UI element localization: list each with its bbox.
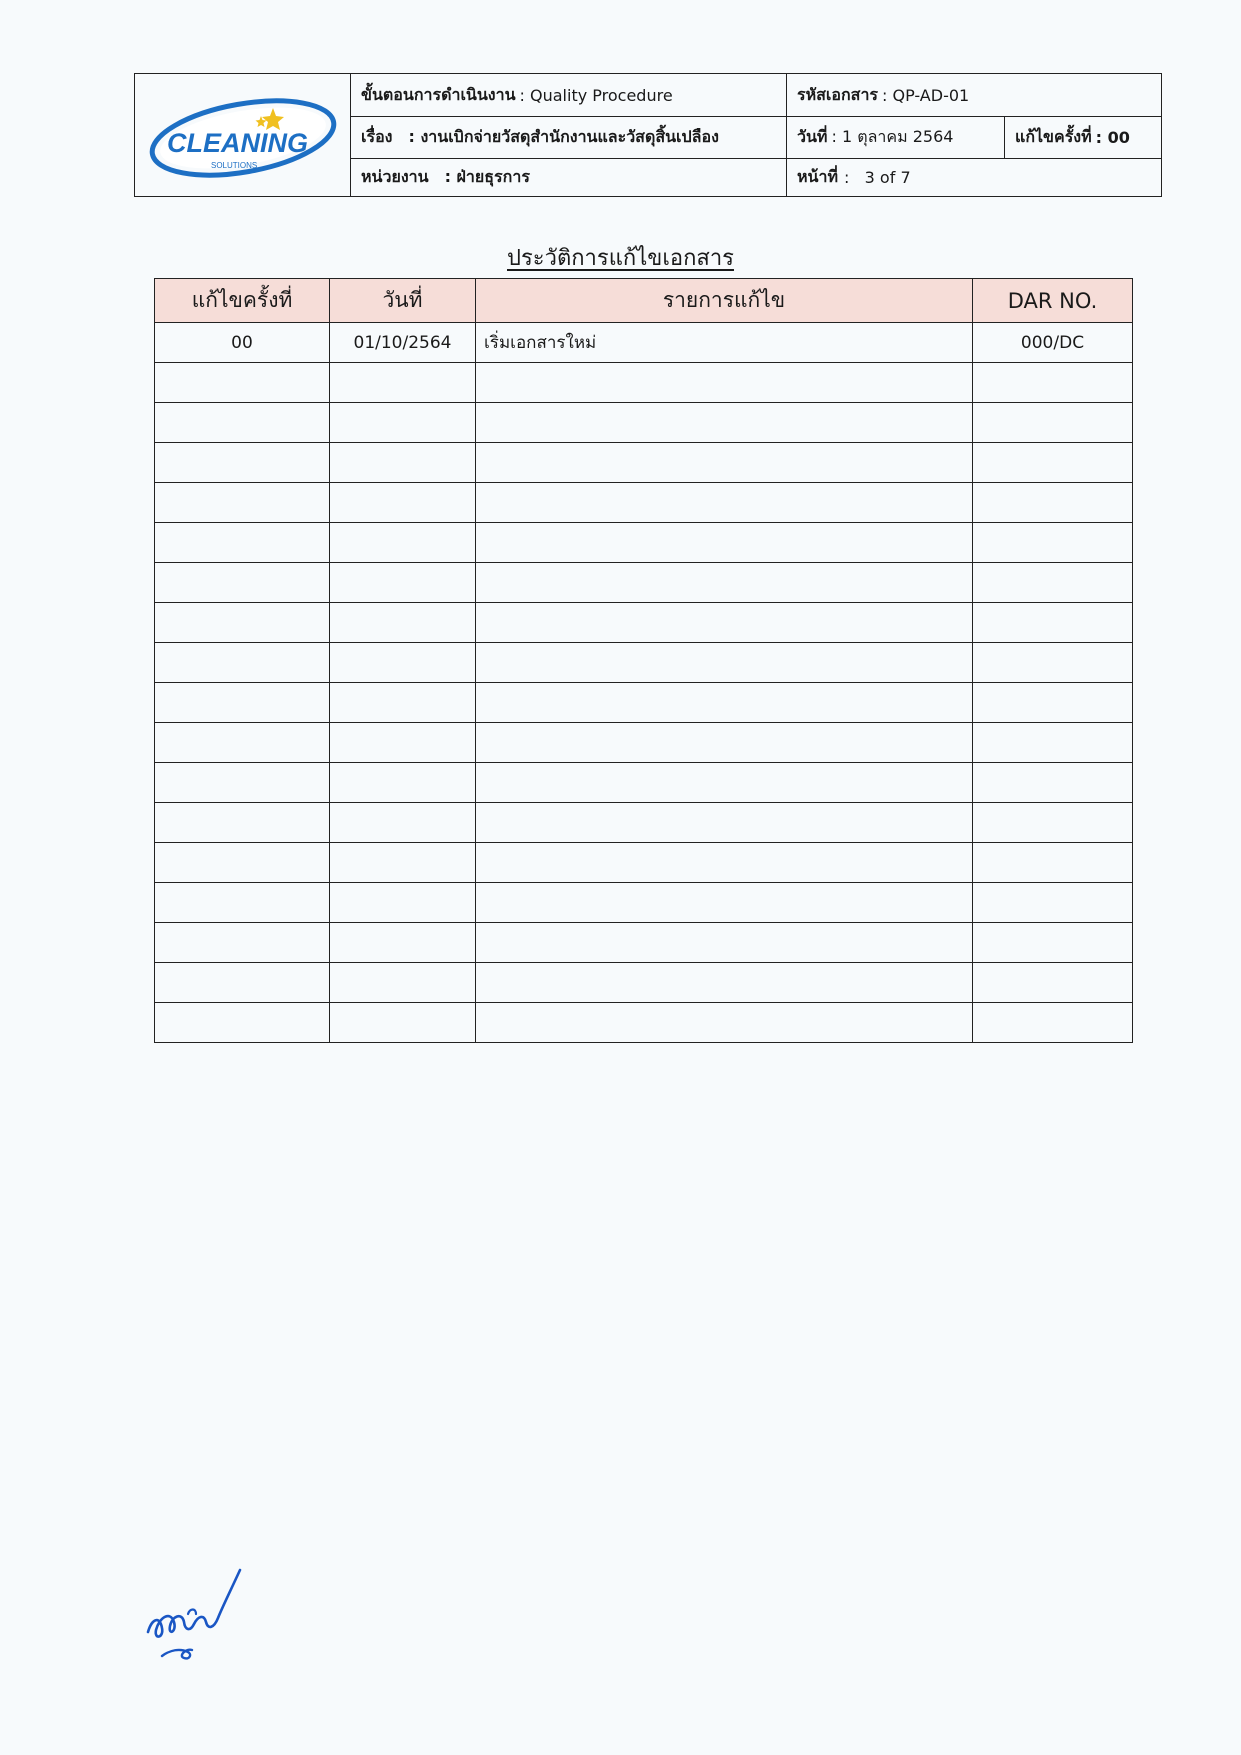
table-row — [155, 403, 1133, 443]
subject-row — [351, 117, 786, 159]
cell-change-description — [476, 1003, 973, 1043]
cell-revision-no — [155, 803, 330, 843]
cell-date — [330, 723, 476, 763]
cell-dar-no — [973, 843, 1133, 883]
cell-revision-no — [155, 843, 330, 883]
doc-code-label: รหัสเอกสาร — [797, 84, 879, 104]
cell-date — [330, 923, 476, 963]
cell-revision-no — [155, 403, 330, 443]
cell-date — [330, 603, 476, 643]
cell-date: 01/10/2564 — [330, 323, 476, 363]
cell-revision-no — [155, 963, 330, 1003]
page-value: : 3 of 7 — [844, 168, 911, 187]
cell-date — [330, 803, 476, 843]
table-row — [155, 563, 1133, 603]
cell-change-description — [476, 883, 973, 923]
cell-revision-no — [155, 443, 330, 483]
cell-revision-no — [155, 763, 330, 803]
date-cell — [787, 117, 1005, 158]
table-row — [155, 723, 1133, 763]
cell-revision-no — [155, 603, 330, 643]
cell-date — [330, 523, 476, 563]
logo-wordmark: CLEANING — [167, 128, 308, 158]
table-row — [155, 643, 1133, 683]
table-row — [155, 763, 1133, 803]
cell-change-description — [476, 523, 973, 563]
cell-change-description — [476, 803, 973, 843]
cell-change-description — [476, 923, 973, 963]
cell-dar-no — [973, 683, 1133, 723]
date-label: วันที่ — [797, 127, 828, 146]
header-middle — [351, 74, 787, 196]
doc-code-value: : QP-AD-01 — [882, 85, 970, 105]
cell-dar-no — [973, 723, 1133, 763]
cell-date — [330, 443, 476, 483]
procedure-row — [351, 74, 786, 117]
procedure-label: ขั้นตอนการดำเนินงาน — [361, 84, 516, 104]
cell-date — [330, 843, 476, 883]
cell-dar-no — [973, 803, 1133, 843]
table-row — [155, 803, 1133, 843]
cell-dar-no — [973, 1003, 1133, 1043]
cell-change-description — [476, 603, 973, 643]
cell-revision-no: 00 — [155, 323, 330, 363]
table-row — [155, 443, 1133, 483]
cell-date — [330, 483, 476, 523]
date-value: : 1 ตุลาคม 2564 — [831, 127, 954, 146]
header-dar-no: DAR NO. — [973, 279, 1133, 323]
table-row — [155, 683, 1133, 723]
cell-date — [330, 963, 476, 1003]
cell-date — [330, 403, 476, 443]
cell-revision-no — [155, 1003, 330, 1043]
cell-revision-no — [155, 683, 330, 723]
revision-cell — [1005, 117, 1161, 158]
cell-revision-no — [155, 483, 330, 523]
cell-dar-no — [973, 403, 1133, 443]
cell-dar-no — [973, 443, 1133, 483]
table-row — [155, 323, 1133, 363]
document-header — [134, 73, 1162, 197]
subject-value: : งานเบิกจ่ายวัสดุสำนักงานและวัสดุสิ้นเปลือง — [408, 127, 719, 146]
cell-change-description — [476, 963, 973, 1003]
cell-dar-no — [973, 883, 1133, 923]
cell-date — [330, 363, 476, 403]
cell-change-description — [476, 763, 973, 803]
unit-label: หน่วยงาน — [361, 167, 429, 186]
cell-dar-no — [973, 763, 1133, 803]
date-revision-row — [787, 117, 1161, 159]
cell-change-description — [476, 643, 973, 683]
logo-subtitle: SOLUTIONS — [211, 161, 258, 170]
cell-revision-no — [155, 923, 330, 963]
revision-value: : 00 — [1095, 128, 1130, 147]
cell-dar-no — [973, 363, 1133, 403]
cell-date — [330, 643, 476, 683]
cell-dar-no — [973, 483, 1133, 523]
cell-date — [330, 563, 476, 603]
cell-dar-no — [973, 603, 1133, 643]
header-change-description: รายการแก้ไข — [476, 279, 973, 323]
page-title: ประวัติการแก้ไขเอกสาร — [507, 246, 734, 271]
cell-dar-no — [973, 643, 1133, 683]
table-header-row — [155, 279, 1133, 323]
table-row — [155, 523, 1133, 563]
cell-revision-no — [155, 523, 330, 563]
cell-change-description — [476, 483, 973, 523]
cell-dar-no — [973, 963, 1133, 1003]
table-row — [155, 923, 1133, 963]
cell-dar-no: 000/DC — [973, 323, 1133, 363]
subject-label: เรื่อง — [361, 127, 393, 146]
cell-change-description — [476, 723, 973, 763]
header-revision-no: แก้ไขครั้งที่ — [155, 279, 330, 323]
cell-revision-no — [155, 883, 330, 923]
logo-cell — [135, 74, 351, 196]
cell-change-description — [476, 683, 973, 723]
cell-dar-no — [973, 563, 1133, 603]
company-logo — [145, 86, 341, 186]
table-body — [155, 323, 1133, 1043]
cell-date — [330, 683, 476, 723]
revision-history-table — [154, 278, 1133, 1043]
unit-row — [351, 159, 786, 196]
header-right — [787, 74, 1161, 196]
cell-date — [330, 1003, 476, 1043]
cell-dar-no — [973, 523, 1133, 563]
cell-change-description — [476, 843, 973, 883]
cell-revision-no — [155, 563, 330, 603]
cell-revision-no — [155, 723, 330, 763]
cell-change-description: เริ่มเอกสารใหม่ — [476, 323, 973, 363]
doc-code-row — [787, 74, 1161, 117]
table-row — [155, 883, 1133, 923]
page-row — [787, 159, 1161, 196]
table-row — [155, 363, 1133, 403]
cell-change-description — [476, 403, 973, 443]
cell-date — [330, 883, 476, 923]
table-row — [155, 843, 1133, 883]
table-row — [155, 603, 1133, 643]
cell-change-description — [476, 443, 973, 483]
cell-dar-no — [973, 923, 1133, 963]
table-row — [155, 963, 1133, 1003]
unit-value: : ฝ่ายธุรการ — [444, 167, 530, 186]
cell-date — [330, 763, 476, 803]
table-row — [155, 1003, 1133, 1043]
handwritten-signature — [140, 1552, 280, 1672]
table-row — [155, 483, 1133, 523]
cell-revision-no — [155, 363, 330, 403]
procedure-value: : Quality Procedure — [519, 85, 673, 105]
header-date: วันที่ — [330, 279, 476, 323]
cell-change-description — [476, 563, 973, 603]
cell-change-description — [476, 363, 973, 403]
cell-revision-no — [155, 643, 330, 683]
revision-label: แก้ไขครั้งที่ — [1015, 127, 1092, 146]
page-label: หน้าที่ — [797, 167, 839, 186]
